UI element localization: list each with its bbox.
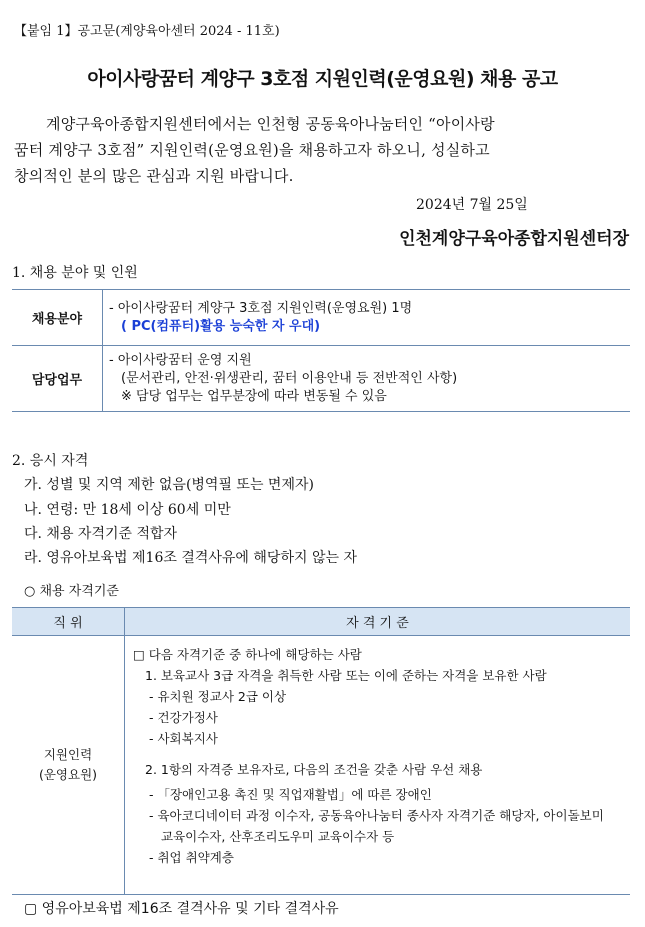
- criteria-sub: - 사회복지사: [149, 731, 218, 746]
- qualification-item: 가. 성별 및 지역 제한 없음(병역필 또는 면제자): [24, 477, 314, 493]
- position-header: 직 위: [12, 608, 125, 636]
- qualification-item: 다. 채용 자격기준 적합자: [24, 526, 178, 542]
- duty-line: - 아이사랑꿈터 운영 지원: [109, 352, 252, 368]
- document-title: 아이사랑꿈터 계양구 3호점 지원인력(운영요원) 채용 공고: [87, 68, 558, 90]
- announcement-date: 2024년 7월 25일: [416, 197, 528, 213]
- field-content: [103, 290, 631, 346]
- criteria-sub: - 건강가정사: [149, 710, 218, 725]
- criteria-sub: - 취업 취약계층: [149, 850, 234, 865]
- criteria-intro: □ 다음 자격기준 중 하나에 해당하는 사람: [133, 647, 362, 662]
- criteria-header: 자 격 기 준: [125, 608, 631, 636]
- spacer: [133, 749, 630, 759]
- criteria-sub: - 유치원 정교사 2급 이상: [149, 689, 287, 704]
- duty-line: (문서관리, 안전·위생관리, 꿈터 이용안내 등 전반적인 사항): [121, 370, 458, 386]
- field-label: 채용분야: [12, 290, 103, 346]
- intro-line-3: 창의적인 분의 많은 관심과 지원 바랍니다.: [14, 167, 294, 185]
- intro-line-2: 꿈터 계양구 3호점” 지원인력(운영요원)을 채용하고자 하오니, 성실하고: [14, 141, 490, 159]
- section-2-heading: 2. 응시 자격: [12, 453, 89, 469]
- criteria-label: ○ 채용 자격기준: [24, 584, 119, 599]
- notice-tag: 【붙임 1】공고문(계양육아센터 2024 - 11호): [14, 24, 280, 39]
- table-row: [12, 290, 630, 346]
- field-line: - 아이사랑꿈터 계양구 3호점 지원인력(운영요원) 1명: [109, 300, 413, 316]
- criteria-item-1: 1. 보육교사 3급 자격을 취득한 사람 또는 이에 준하는 자격을 보유한 사람: [145, 668, 547, 683]
- criteria-sub: - 「장애인고용 촉진 및 직업재활법」에 따른 장애인: [149, 787, 432, 802]
- criteria-cell: [125, 636, 631, 895]
- recruitment-table: [12, 289, 630, 412]
- criteria-sub-continued: 교육이수자, 산후조리도우미 교육이수자 등: [161, 829, 395, 844]
- duty-note: ※ 담당 업무는 업무분장에 따라 변동될 수 있음: [121, 388, 387, 404]
- position-cell: [12, 636, 125, 895]
- duty-content: [103, 346, 631, 412]
- pc-preference-note: ( PC(컴퓨터)활용 능숙한 자 우대): [121, 318, 321, 334]
- duty-label: 담당업무: [12, 346, 103, 412]
- position-role: (운영요원): [38, 767, 98, 782]
- table-row: [12, 346, 630, 412]
- intro-line-1: 계양구육아종합지원센터에서는 인천형 공동육아나눔터인 “아이사랑: [46, 115, 495, 133]
- section-1-heading: 1. 채용 분야 및 인원: [12, 265, 138, 281]
- disqualification-heading: ▢ 영유아보육법 제16조 결격사유 및 기타 결격사유: [24, 901, 339, 917]
- position-name: 지원인력: [43, 747, 93, 762]
- qualification-item: 라. 영유아보육법 제16조 결격사유에 해당하지 않는 자: [24, 550, 357, 566]
- criteria-item-2: 2. 1항의 자격증 보유자로, 다음의 조건을 갖춘 사람 우선 채용: [145, 762, 483, 777]
- criteria-table: [12, 607, 630, 895]
- criteria-sub: - 육아코디네이터 과정 이수자, 공동육아나눔터 종사자 자격기준 해당자, 아이돌보미: [149, 808, 604, 823]
- qualification-item: 나. 연령: 만 18세 이상 60세 미만: [24, 502, 231, 518]
- criteria-header-row: [12, 608, 630, 636]
- table-row: [12, 636, 630, 895]
- signer-name: 인천계양구육아종합지원센터장: [399, 229, 629, 249]
